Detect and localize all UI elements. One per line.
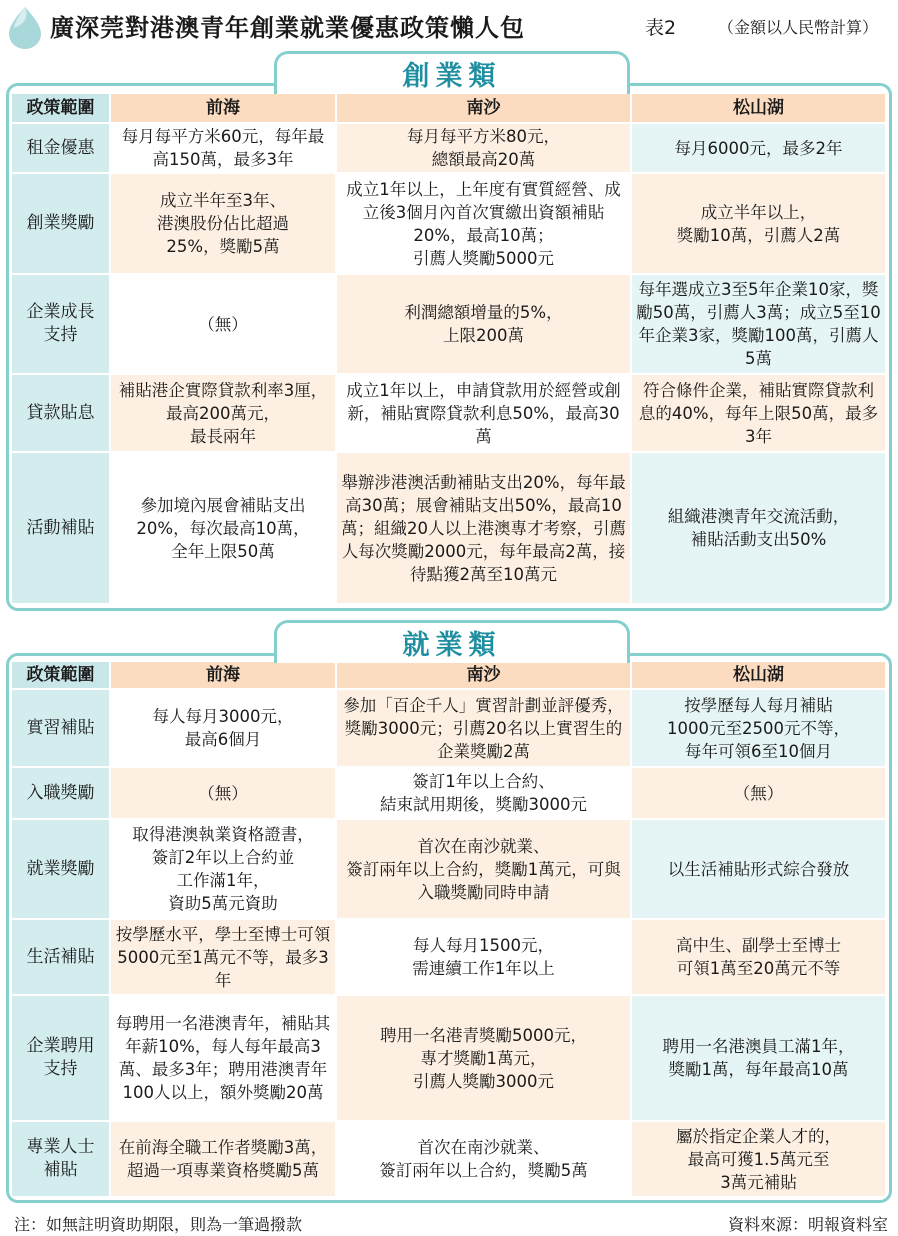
header-qianhai: 前海 — [111, 662, 335, 688]
employment-section-title: 就業類 — [402, 630, 502, 661]
table-cell-qianhai — [111, 996, 335, 1120]
row-label — [12, 768, 109, 818]
cell-text: 補貼港企實際貸款利率3厘，最高200萬元， 最長兩年 — [118, 380, 328, 446]
startup-table — [12, 94, 886, 603]
row-label — [12, 453, 109, 603]
cell-text: 每人每月3000元， 最高6個月 — [152, 707, 294, 749]
table-cell-nansha — [337, 820, 630, 918]
table-cell-qianhai — [111, 690, 335, 766]
water-drop-icon — [6, 5, 44, 49]
cell-text: 成立1年以上，申請貸款用於經營或創新，補貼實際貸款利息50%，最高30萬 — [346, 380, 621, 446]
cell-text: 每年選成立3至5年企業10家，獎勵50萬，引薦人3萬；成立5至10年企業3家，獎勵100萬，引薦人5萬 — [636, 280, 881, 368]
cell-text: 按學歷每人每月補貼 1000元至2500元不等， 每年可領6至10個月 — [667, 695, 850, 761]
cell-text: 首次在南沙就業、 簽訂兩年以上合約，獎勵5萬 — [379, 1138, 588, 1180]
header-policy-scope: 政策範圍 — [12, 94, 109, 122]
row-label — [12, 820, 109, 918]
cell-text: 入職獎勵 — [26, 782, 95, 803]
cell-text: 利潤總額增量的5%， 上限200萬 — [404, 303, 563, 345]
row-label — [12, 996, 109, 1120]
cell-text: 成立半年至3年、 港澳股份佔比超過 25%，獎勵5萬 — [157, 191, 289, 256]
table-cell-songshanhu — [632, 275, 885, 373]
table-cell-nansha — [337, 275, 630, 373]
table-cell-qianhai — [111, 920, 335, 994]
cell-text: 租金優惠 — [26, 137, 95, 158]
cell-text: 屬於指定企業人才的， 最高可獲1.5萬元至 3萬元補貼 — [676, 1126, 841, 1192]
footnote: 注：如無註明資助期限，則為一筆過撥款 — [14, 1215, 303, 1234]
table-cell-nansha — [337, 768, 630, 818]
table-cell-songshanhu — [632, 996, 885, 1120]
table-cell-songshanhu — [632, 768, 885, 818]
table-cell-nansha — [337, 1122, 630, 1196]
row-label — [12, 690, 109, 766]
table-cell-nansha — [337, 690, 630, 766]
startup-section-title: 創業類 — [402, 61, 502, 92]
cell-text: 企業聘用 支持 — [26, 1036, 95, 1079]
table-cell-nansha — [337, 453, 630, 603]
header-nansha: 南沙 — [337, 662, 630, 688]
table-cell-songshanhu — [632, 920, 885, 994]
table-cell-qianhai — [111, 820, 335, 918]
header-songshanhu: 松山湖 — [632, 94, 885, 122]
cell-text: 實習補貼 — [26, 717, 95, 738]
employment-table — [12, 662, 886, 1196]
page-header — [0, 0, 898, 52]
cell-text: 舉辦涉港澳活動補貼支出20%，每年最高30萬；展會補貼支出50%，最高10萬；組織20人以上港澳專才考察，引薦人每次獎勵2000元，每年最高2萬，接待點獲2萬至10萬元 — [341, 472, 626, 584]
table-cell-nansha — [337, 174, 630, 273]
cell-text: 活動補貼 — [26, 517, 95, 538]
header-policy-scope: 政策範圍 — [12, 662, 109, 688]
cell-text: 每聘用一名港澳青年，補貼其年薪10%，每人每年最高3萬、最多3年；聘用港澳青年100人以上，額外獎勵20萬 — [115, 1014, 331, 1102]
row-label — [12, 1122, 109, 1196]
cell-text: 參加境內展會補貼支出20%，每次最高10萬， 全年上限50萬 — [136, 495, 310, 561]
cell-text: 以生活補貼形式綜合發放 — [667, 859, 850, 879]
cell-text: 每人每月1500元， 需連續工作1年以上 — [412, 936, 555, 978]
table-cell-songshanhu — [632, 453, 885, 603]
cell-text: （無） — [198, 314, 248, 334]
cell-text: 成立1年以上，上年度有實質經營、成立後3個月內首次實繳出資額補貼20%，最高10萬； 引薦人獎勵5000元 — [346, 179, 621, 268]
currency-note: （金額以人民幣計算） — [718, 18, 879, 37]
table-cell-nansha — [337, 124, 630, 172]
table-cell-qianhai — [111, 768, 335, 818]
table-cell-songshanhu — [632, 124, 885, 172]
cell-text: 成立半年以上， 獎勵10萬，引薦人2萬 — [676, 202, 841, 245]
table-cell-songshanhu — [632, 690, 885, 766]
cell-text: 專業人士 補貼 — [26, 1137, 95, 1180]
table-cell-songshanhu — [632, 174, 885, 273]
cell-text: 企業成長 支持 — [26, 302, 95, 345]
cell-text: 生活補貼 — [26, 946, 95, 967]
row-label — [12, 275, 109, 373]
cell-text: 在前海全職工作者獎勵3萬，超過一項專業資格獎勵5萬 — [118, 1138, 328, 1180]
cell-text: 按學歷水平，學士至博士可領5000元至1萬元不等，最多3年 — [115, 924, 331, 990]
table-cell-nansha — [337, 920, 630, 994]
cell-text: 符合條件企業，補貼實際貸款利息的40%，每年上限50萬，最多3年 — [638, 380, 879, 446]
row-label — [12, 375, 109, 451]
table-cell-qianhai — [111, 275, 335, 373]
cell-text: 創業獎勵 — [26, 213, 95, 233]
cell-text: 貸款貼息 — [26, 402, 95, 423]
table-cell-qianhai — [111, 124, 335, 172]
page-title: 廣深莞對港澳青年創業就業優惠政策懶人包 — [50, 13, 525, 42]
cell-text: 首次在南沙就業、 簽訂兩年以上合約，獎勵1萬元，可與入職獎勵同時申請 — [346, 836, 621, 902]
table-cell-songshanhu — [632, 1122, 885, 1196]
cell-text: （無） — [733, 783, 784, 803]
header-nansha: 南沙 — [337, 94, 630, 122]
cell-text: 每月每平方米80元， 總額最高20萬 — [407, 127, 560, 169]
cell-text: （無） — [198, 783, 248, 803]
header-qianhai: 前海 — [111, 94, 335, 122]
cell-text: 每月每平方米60元，每年最高150萬，最多3年 — [121, 127, 325, 169]
table-cell-nansha — [337, 996, 630, 1120]
cell-text: 每月6000元，最多2年 — [674, 138, 843, 158]
table-cell-qianhai — [111, 453, 335, 603]
cell-text: 組織港澳青年交流活動， 補貼活動支出50% — [667, 507, 850, 549]
table-number: 表2 — [645, 17, 677, 39]
row-label — [12, 174, 109, 273]
row-label — [12, 920, 109, 994]
cell-text: 聘用一名港澳員工滿1年， 獎勵1萬，每年最高10萬 — [662, 1037, 855, 1079]
table-cell-songshanhu — [632, 375, 885, 451]
table-cell-qianhai — [111, 1122, 335, 1196]
table-cell-qianhai — [111, 174, 335, 273]
cell-text: 取得港澳執業資格證書， 簽訂2年以上合約並 工作滿1年， 資助5萬元資助 — [132, 825, 314, 913]
table-cell-qianhai — [111, 375, 335, 451]
cell-text: 參加「百企千人」實習計劃並評優秀，獎勵3000元；引薦20名以上實習生的企業獎勵2萬 — [343, 695, 624, 761]
table-cell-nansha — [337, 375, 630, 451]
header-songshanhu: 松山湖 — [632, 662, 885, 688]
row-label — [12, 124, 109, 172]
cell-text: 就業獎勵 — [26, 858, 95, 879]
cell-text: 簽訂1年以上合約、 結束試用期後，獎勵3000元 — [380, 772, 587, 814]
cell-text: 高中生、副學士至博士 可領1萬至20萬元不等 — [676, 936, 841, 978]
source-credit: 資料來源：明報資料室 — [727, 1215, 888, 1234]
cell-text: 聘用一名港青獎勵5000元， 專才獎勵1萬元， 引薦人獎勵3000元 — [380, 1025, 587, 1091]
table-cell-songshanhu — [632, 820, 885, 918]
